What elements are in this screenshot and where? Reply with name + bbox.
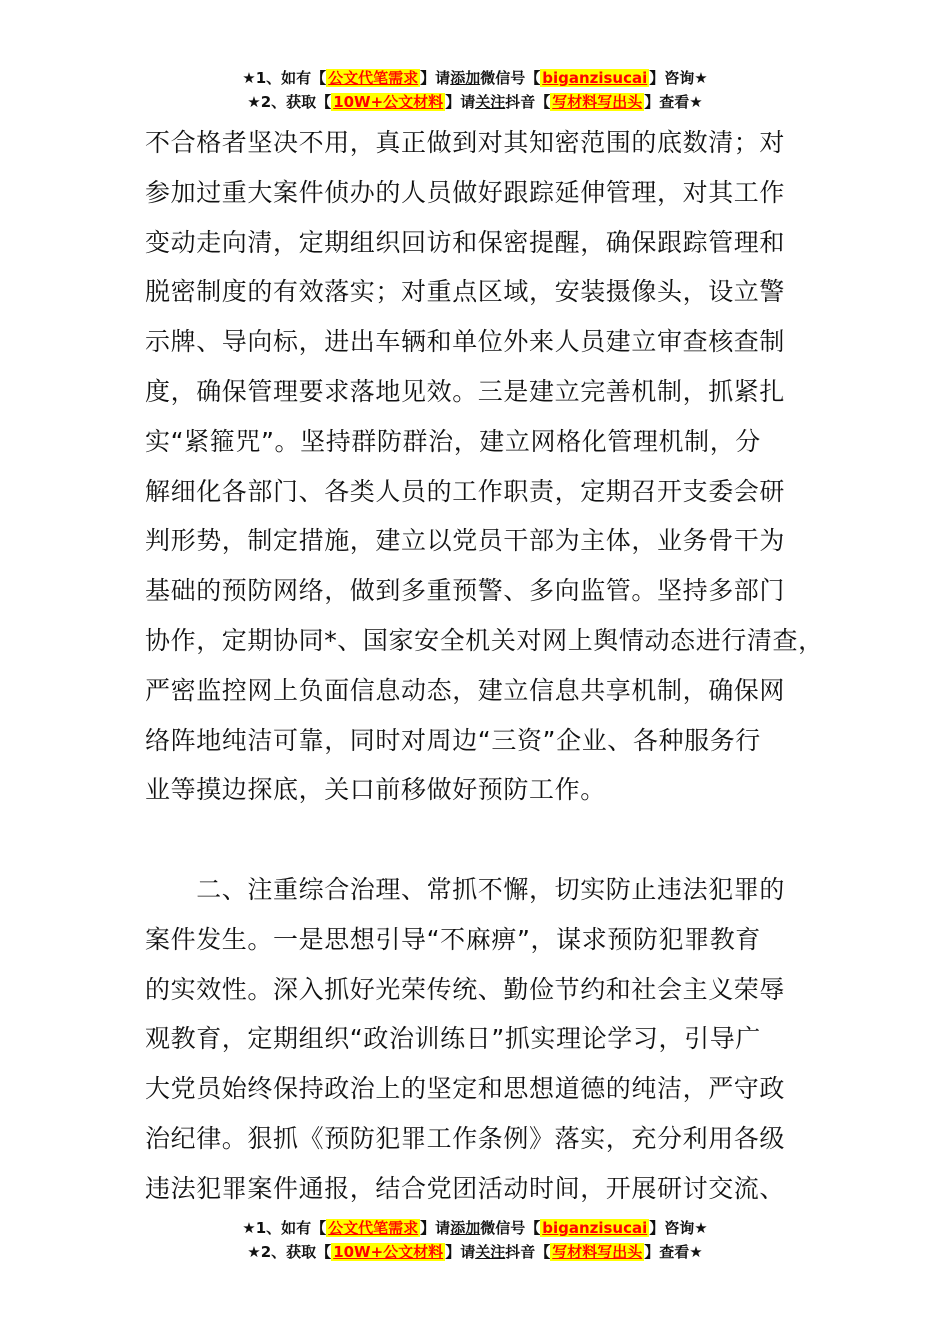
banner-text: 】请 <box>445 1243 476 1261</box>
text-line: 业等摸边探底，关口前移做好预防工作。 <box>145 775 606 805</box>
highlight-account: 写材料写出头 <box>552 1243 643 1261</box>
banner-line-1 <box>0 66 950 90</box>
banner-text: 】请 <box>420 1219 451 1237</box>
banner-text: 1、如有【 <box>255 1219 327 1237</box>
text-line: 变动走向清，定期组织回访和保密提醒，确保跟踪管理和 <box>145 227 786 257</box>
banner-underlined: 关注 <box>475 93 506 111</box>
banner-text: 2、获取【 <box>260 1243 332 1261</box>
footer-banner <box>0 1216 950 1264</box>
star-icon: ★ <box>247 93 261 111</box>
banner-underlined: 添加 <box>450 69 481 87</box>
banner-underlined: 添加 <box>450 1219 481 1237</box>
paragraph-gap <box>145 815 835 865</box>
highlight-service: 公文代笔需求 <box>328 1219 419 1237</box>
banner-text: 】请 <box>445 93 476 111</box>
header-banner <box>0 66 950 114</box>
banner-text: 】咨询★ <box>649 1219 708 1237</box>
text-line: 基础的预防网络，做到多重预警、多向监管。坚持多部门 <box>145 576 786 606</box>
text-line: 案件发生。一是思想引导“不麻痹”，谋求预防犯罪教育 <box>145 924 761 954</box>
text-line: 脱密制度的有效落实；对重点区域，安装摄像头，设立警 <box>145 277 786 307</box>
banner-text: 】查看★ <box>644 1243 703 1261</box>
paragraph-2 <box>145 865 835 1214</box>
banner-line-2 <box>0 90 950 114</box>
banner-underlined: 关注 <box>475 1243 506 1261</box>
text-line: 大党员始终保持政治上的坚定和思想道德的纯洁，严守政 <box>145 1074 786 1104</box>
banner-text: 微信号【 <box>480 69 541 87</box>
text-line: 实“紧箍咒”。坚持群防群治，建立网格化管理机制，分 <box>145 426 761 456</box>
highlight-service: 公文代笔需求 <box>328 69 419 87</box>
text-line: 观教育，定期组织“政治训练日”抓实理论学习，引导广 <box>145 1024 761 1054</box>
banner-text: 抖音【 <box>505 1243 551 1261</box>
highlight-wechat-id: biganzisucai <box>542 69 648 87</box>
star-icon: ★ <box>242 1219 256 1237</box>
highlight-account: 写材料写出头 <box>552 93 643 111</box>
text-line: 违法犯罪案件通报，结合党团活动时间，开展研讨交流、 <box>145 1173 786 1203</box>
text-line: 判形势，制定措施，建立以党员干部为主体，业务骨干为 <box>145 526 786 556</box>
text-line: 参加过重大案件侦办的人员做好跟踪延伸管理，对其工作 <box>145 177 786 207</box>
text-line: 示牌、导向标，进出车辆和单位外来人员建立审查核查制 <box>145 327 786 357</box>
banner-text: 】查看★ <box>644 93 703 111</box>
highlight-wechat-id: biganzisucai <box>542 1219 648 1237</box>
document-body <box>145 118 835 1214</box>
text-line: 协作，定期协同*、国家安全机关对网上舆情动态进行清查， <box>145 625 824 655</box>
banner-text: 2、获取【 <box>260 93 332 111</box>
text-line: 严密监控网上负面信息动态，建立信息共享机制，确保网 <box>145 675 786 705</box>
text-line: 的实效性。深入抓好光荣传统、勤俭节约和社会主义荣辱 <box>145 974 786 1004</box>
banner-line-1 <box>0 1216 950 1240</box>
banner-text: 】请 <box>420 69 451 87</box>
star-icon: ★ <box>247 1243 261 1261</box>
banner-text: 抖音【 <box>505 93 551 111</box>
highlight-materials: 10W+公文材料 <box>333 93 444 111</box>
text-line: 度，确保管理要求落地见效。三是建立完善机制，抓紧扎 <box>145 376 786 406</box>
star-icon: ★ <box>242 69 256 87</box>
paragraph-1 <box>145 118 835 815</box>
text-line: 不合格者坚决不用，真正做到对其知密范围的底数清；对 <box>145 128 786 157</box>
text-line: 络阵地纯洁可靠，同时对周边“三资”企业、各种服务行 <box>145 725 761 755</box>
banner-text: 微信号【 <box>480 1219 541 1237</box>
banner-text: 1、如有【 <box>255 69 327 87</box>
text-line: 二、注重综合治理、常抓不懈，切实防止违法犯罪的 <box>145 874 786 904</box>
text-line: 治纪律。狠抓《预防犯罪工作条例》落实，充分利用各级 <box>145 1123 786 1153</box>
text-line: 解细化各部门、各类人员的工作职责，定期召开支委会研 <box>145 476 786 506</box>
highlight-materials: 10W+公文材料 <box>333 1243 444 1261</box>
banner-text: 】咨询★ <box>649 69 708 87</box>
banner-line-2 <box>0 1240 950 1264</box>
